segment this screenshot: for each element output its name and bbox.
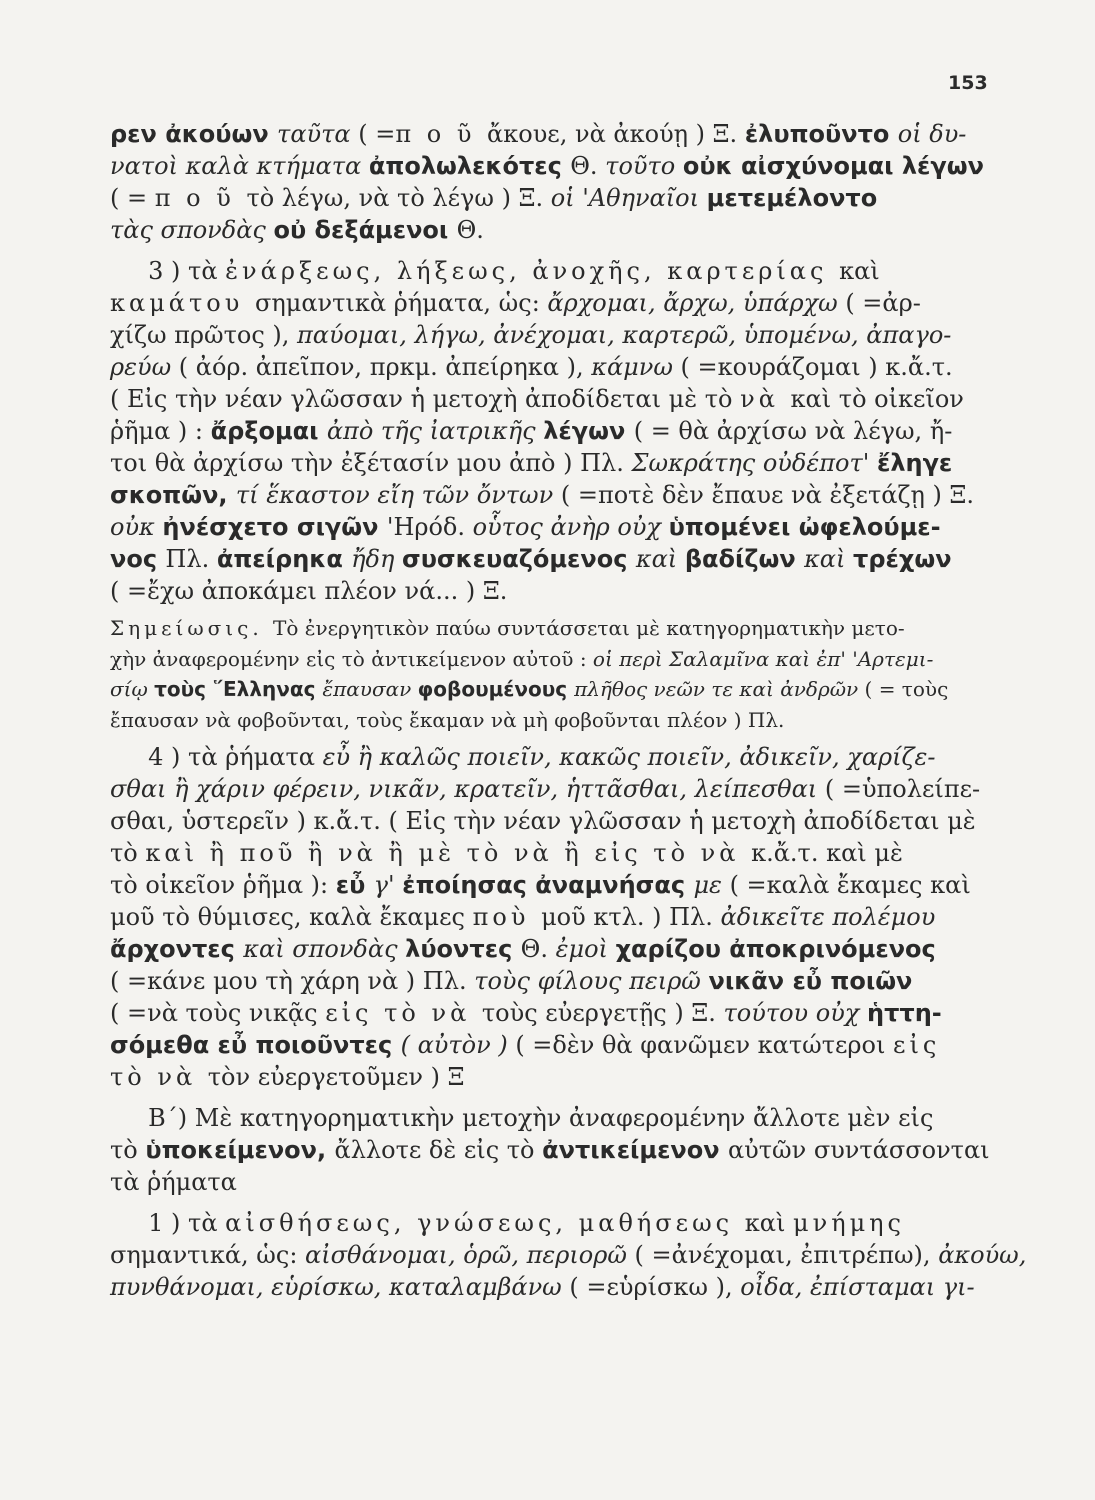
text-line [110,351,987,383]
text-segment: ( =ἔχω ἀποκάμει πλέον νά... ) Ξ. [110,577,508,605]
text-line [110,1271,987,1303]
text-line [110,674,987,705]
text-line [110,1166,987,1198]
text-segment: ὑπομένει ὠφελούμε- [668,513,941,541]
text-segment: ἄρχοντες [110,935,244,963]
text-segment: οἱ 'Αθηναῖοι [550,184,707,212]
text-segment: οὐκ αἰσχύνομαι λέγων [682,152,984,180]
text-segment: καὶ [804,545,854,573]
text-line [110,543,987,575]
text-segment: σίῳ [110,677,155,701]
text-segment: σόμεθα εὖ ποιοῦντες [110,1031,401,1059]
text-segment: τρέχων [853,545,952,573]
text-segment: εὖ ἢ καλῶς ποιεῖν, κακῶς ποιεῖν, ἀδικεῖν, χαρίζε- [322,743,936,771]
text-segment: καμάτου [110,289,255,317]
text-segment: ( = τοὺς [864,677,949,701]
text-segment: ἄκουε, νὰ ἀκούῃ ) Ξ. [487,120,745,148]
text-segment: ἀκούω, [938,1241,1027,1269]
text-segment: πλῆθος νεῶν τε καὶ ἀνδρῶν [574,677,865,701]
text-segment: μοῦ κτλ. ) Πλ. [541,903,721,931]
text-segment: εὖ [335,871,374,899]
text-segment: ( = θὰ ἀρχίσω νὰ λέγω, ἤ- [633,417,953,445]
text-segment: τὰ ῥήματα [110,1168,237,1196]
text-segment: οὐ δεξάμενοι [273,216,457,244]
text-segment: νος [110,545,166,573]
text-segment: σημαντικὰ ῥήματα, ὡς: [254,289,548,317]
text-segment: π ο ῦ [395,120,488,148]
text-line [110,1102,987,1134]
text-segment: ἀπείρηκα [216,545,352,573]
text-segment: τοι θὰ ἀρχίσω τὴν ἐξέτασίν μου ἀπὸ ) Πλ. [110,449,632,477]
text-segment: τοὺς εὐεργετῇς ) Ξ. [481,999,724,1027]
text-segment: ποὺ [472,903,542,931]
text-segment: ρεν [110,120,166,148]
text-segment: σκοπῶν, [110,481,236,509]
text-line [110,1029,987,1061]
text-segment: π ο ῦ [154,184,247,212]
text-segment: σημαντικά, ὡς: [110,1241,306,1269]
text-segment: 1 ) τὰ [110,1209,226,1237]
text-segment: τὸν εὐεργετοῦμεν ) Ξ [207,1063,465,1091]
text-line [110,415,987,447]
text-segment: παύομαι, λήγω, ἀνέχομαι, καρτερῶ, ὑπομένω, ἀπαγο- [297,321,952,349]
text-segment: ρεύω [110,353,179,381]
text-segment: ἀκούων [165,120,278,148]
page-number: 153 [948,72,988,94]
text-segment: ( =νὰ τοὺς νικᾷς [110,999,326,1027]
text-segment: καὶ [635,545,685,573]
text-segment: συσκευαζόμενος [402,545,636,573]
text-segment: 4 ) τὰ ῥήματα [110,743,323,771]
text-segment: χαρίζου ἀποκρινόμενος [615,935,936,963]
text-segment: νικᾶν εὖ ποιῶν [708,967,913,995]
text-line [110,383,987,415]
text-segment: τὸ [110,1136,146,1164]
text-segment: ἐμοὶ [555,935,616,963]
text-line [110,1134,990,1166]
text-segment: νατοὶ καλὰ κτήματα [110,152,369,180]
text-line [110,118,987,150]
text-segment: τὸ λέγω, νὰ τὸ λέγω ) Ξ. [246,184,551,212]
text-segment: σθαι, ὑστερεῖν ) κ.ἄ.τ. ( Εἰς τὴν νέαν γλῶσσαν ἡ μετοχὴ ἀποδίδεται μὲ [110,807,976,835]
text-line [110,150,987,182]
text-segment: ( = [110,184,155,212]
text-segment: ἐποίησας ἀναμνήσας [402,871,694,899]
text-line [110,644,987,675]
text-segment: οἶδα, ἐπίσταμαι γι- [740,1273,975,1301]
text-segment: ( =καλὰ ἔκαμες καὶ [729,871,971,899]
text-segment: ( =ἀνέχομαι, ἐπιτρέπω), [634,1241,939,1269]
text-segment: αὐτῶν συντάσσονται [727,1136,990,1164]
text-segment: ἐνάρξεως, λήξεως, ἀνοχῆς, καρτερίας [225,257,840,285]
text-segment: οὐκ [110,513,163,541]
text-segment: γ' [373,871,403,899]
text-segment: βαδίζων [684,545,805,573]
text-line [110,741,987,773]
text-segment: ἤδη [351,545,403,573]
text-segment: ἄλλοτε δὲ εἰς τὸ [334,1136,543,1164]
text-line [110,182,987,214]
text-line [110,511,987,543]
text-line [110,805,987,837]
text-segment: ἔληγε [876,449,953,477]
body-text [110,118,1027,1303]
text-segment: Θ. [456,216,484,244]
text-line [110,319,987,351]
text-line [110,1239,1027,1271]
text-segment: κάμνω [591,353,681,381]
text-segment: τὸ [110,839,146,867]
text-segment: ἄρχομαι, ἄρχω, ὑπάρχω [547,289,846,317]
text-segment: ἐλυποῦντο [744,120,898,148]
text-segment: ἀπὸ τῆς ἰατρικῆς [326,417,544,445]
text-segment: ( ἀόρ. ἀπεῖπον, πρκμ. ἀπείρηκα ), [178,353,592,381]
text-segment: ( Εἰς τὴν νέαν γλῶσσαν ἡ μετοχὴ ἀποδίδεται μὲ τὸ [110,385,741,413]
text-segment: σθαι ἢ χάριν φέρειν, νικᾶν, κρατεῖν, ἡττᾶσθαι, λείπεσθαι [110,775,825,803]
text-segment: ἀπολωλεκότες [368,152,571,180]
text-line [110,705,987,736]
text-line [110,575,987,607]
text-segment: καὶ ἢ ποῦ ἢ νὰ ἢ μὲ τὸ νὰ ἢ εἰς τὸ νὰ [145,839,752,867]
text-segment: εἰς τὸ νὰ [325,999,482,1027]
text-segment: ταῦτα [277,120,359,148]
text-segment: ( =ποτὲ δὲν ἔπαυε νὰ ἐξετάζῃ ) Ξ. [560,481,974,509]
text-line [110,933,987,965]
text-segment: τούτου οὐχ [723,999,867,1027]
text-segment: με [693,871,730,899]
text-segment: Σημείωσις. [110,616,274,640]
text-line [110,447,987,479]
text-segment: Πλ. [165,545,217,573]
text-segment: εἰς [893,1031,941,1059]
text-segment: 'Ηρόδ. [386,513,473,541]
text-segment: μετεμέλοντο [706,184,878,212]
text-segment: μοῦ τὸ θύμισες, καλὰ ἔκαμες [110,903,473,931]
text-segment: οἱ δυ- [897,120,967,148]
text-segment: ( =κάνε μου τὴ χάρη νὰ ) Πλ. [110,967,475,995]
text-segment: οἱ περὶ Σαλαμῖνα καὶ ἐπ' 'Αρτεμι- [592,646,934,671]
text-segment: καὶ [839,257,880,285]
text-segment: πυνθάνομαι, εὑρίσκω, καταλαμβάνω [110,1273,570,1301]
text-segment: αἰσθάνομαι, ὁρῶ, περιορῶ [305,1241,635,1269]
text-segment: ἔπαυσαν νὰ φοβοῦνται, τοὺς ἔκαμαν νὰ μὴ φοβοῦνται πλέον ) Πλ. [110,707,785,732]
text-segment: Θ. [570,152,606,180]
text-line [110,965,987,997]
text-segment: 3 ) τὰ [110,257,226,285]
text-segment: καὶ [744,1209,793,1237]
text-segment: λύοντες [405,935,521,963]
text-segment: λέγων [543,417,634,445]
text-segment: Τὸ ἐνεργητικὸν παύω συντάσσεται μὲ κατηγορηματικὴν μετο- [273,616,905,640]
text-line [110,214,987,246]
text-line [110,1207,987,1239]
text-segment: ἔπαυσαν [322,677,418,701]
text-segment: ἡττη- [866,999,942,1027]
text-segment: κ.ἄ.τ. καὶ μὲ [751,839,903,867]
text-segment: αἰσθήσεως, γνώσεως, μαθήσεως [225,1209,745,1237]
text-segment: ἄρξομαι [210,417,327,445]
text-segment: Θ. [520,935,556,963]
text-segment: καὶ τὸ οἰκεῖον [790,385,964,413]
text-segment: Β΄) Μὲ κατηγορηματικὴν μετοχὴν ἀναφερομένην ἄλλοτε μὲν εἰς [110,1104,934,1132]
text-line [110,837,987,869]
text-segment: καὶ σπονδὰς [243,935,406,963]
text-line [110,1061,987,1093]
text-segment: ἀντικείμενον [542,1136,728,1164]
text-segment: ῥῆμα ) : [110,417,211,445]
text-line [110,901,987,933]
text-segment: φοβουμένους [417,677,575,701]
text-segment: χὴν ἀναφερομένην εἰς τὸ ἀντικείμενον αὐτοῦ : [110,646,593,671]
text-segment: ( = [358,120,396,148]
text-line [110,773,987,805]
text-line [110,479,987,511]
text-segment: χίζω πρῶτος ), [110,321,298,349]
text-segment: ( =ὑπολείπε- [824,775,981,803]
text-segment: τοῦτο [605,152,683,180]
text-segment: ( =εὑρίσκω ), [569,1273,741,1301]
text-line [110,613,987,644]
text-segment: ( αὐτὸν ) [400,1031,516,1059]
text-line [110,869,987,901]
text-segment: τὸ νὰ [110,1063,208,1091]
text-segment: μνήμης [793,1209,905,1237]
text-line [110,287,987,319]
text-segment: ὑποκείμενον, [145,1136,335,1164]
text-segment: τὰς σπονδὰς [110,216,274,244]
text-segment: τοὺς ῞Ελληνας [154,677,323,701]
text-segment: ( =κουράζομαι ) κ.ἄ.τ. [680,353,953,381]
text-segment: ἠνέσχετο σιγῶν [162,513,387,541]
text-segment: ἀδικεῖτε πολέμου [720,903,936,931]
text-segment: τί ἕκαστον εἴη τῶν ὄντων [235,481,561,509]
text-segment: νὰ [740,385,791,413]
text-segment: ( =δὲν θὰ φανῶμεν κατώτεροι [515,1031,894,1059]
text-segment: Σωκράτης οὐδέποτ' [631,449,877,477]
text-segment: τὸ οἰκεῖον ῥῆμα ): [110,871,336,899]
text-segment: τοὺς φίλους πειρῶ [474,967,709,995]
text-line [110,997,987,1029]
text-segment: οὗτος ἀνὴρ οὐχ [472,513,669,541]
text-line [110,255,987,287]
text-segment: ( =ἀρ- [845,289,921,317]
